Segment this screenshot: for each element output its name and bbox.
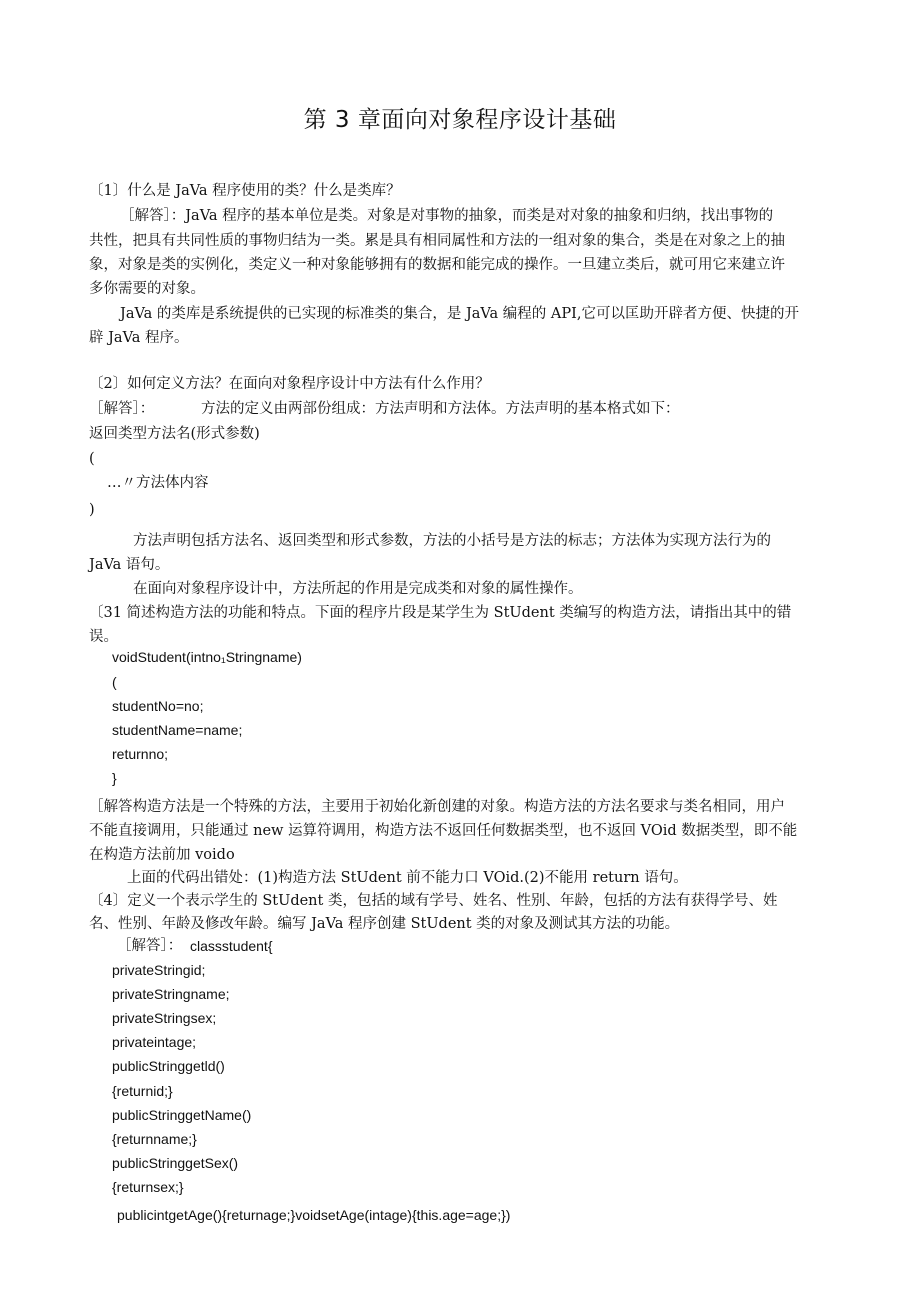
q4-answer-label: ［解答］： — [117, 938, 183, 954]
q1-extra-line: JaVa 的类库是系统提供的已实现的标准类的集合，是 JaVa 编程的 API,它可以匡助开辟者方便、快捷的开 — [120, 306, 799, 322]
q2-explain-line: 在面向对象程序设计中，方法所起的作用是完成类和对象的属性操作。 — [133, 581, 583, 597]
q2-format-line: ) — [89, 502, 95, 518]
q3-code-line: studentNo=no; — [112, 698, 204, 714]
q4-code-line: publicStringgetld() — [112, 1058, 225, 1074]
q2-explain-line: 方法声明包括方法名、返回类型和形式参数，方法的小括号是方法的标志；方法体为实现方法行为的 — [133, 533, 771, 549]
q2-explain-line: JaVa 语句。 — [89, 557, 170, 573]
q3-code-line: returnno; — [112, 746, 169, 762]
q3-error-line: 上面的代码出错处：(1)构造方法 StUdent 前不能力口 VOid.(2)不能用 return 语句。 — [127, 870, 688, 886]
q4-answer-code: classstudent{ — [190, 938, 273, 954]
q3-code-line: } — [112, 770, 117, 786]
question-2: 〔2〕如何定义方法？在面向对象程序设计中方法有什么作用？ — [89, 376, 490, 392]
q2-answer-text: 方法的定义由两部份组成：方法声明和方法体。方法声明的基本格式如下： — [201, 401, 680, 417]
q2-format-line: ( — [89, 451, 95, 467]
q4-code-line: publicStringgetName() — [112, 1107, 252, 1123]
q3-answer-line: 不能直接调用，只能通过 new 运算符调用，构造方法不返回任何数据类型，也不返回 VOid 数据类型，即不能 — [89, 823, 798, 839]
chapter-title: 第 3 章面向对象程序设计基础 — [303, 107, 617, 133]
question-4-cont: 名、性别、年龄及修改年龄。编写 JaVa 程序创建 StUdent 类的对象及测试其方法的功能。 — [89, 916, 680, 932]
q4-code-line: privateStringname; — [112, 986, 230, 1002]
q2-format-line: …〃方法体内容 — [107, 475, 209, 491]
question-3: 〔31 简述构造方法的功能和特点。下面的程序片段是某学生为 StUdent 类编写的构造方法，请指出其中的错 — [89, 605, 792, 621]
q1-answer-line: 象，对象是类的实例化，类定义一种对象能够拥有的数据和能完成的操作。一旦建立类后，就可用它来建立许 — [89, 257, 785, 273]
q1-answer-line: 共性，把具有共同性质的事物归结为一类。累是具有相同属性和方法的一组对象的集合，类是在对象之上的抽 — [89, 233, 785, 249]
q2-format-line: 返回类型方法名(形式参数) — [89, 426, 260, 442]
q4-code-line: {returnname;} — [112, 1131, 197, 1147]
q4-code-line: {returnid;} — [112, 1083, 173, 1099]
q4-code-line: privateintage; — [112, 1034, 197, 1050]
question-3-cont: 误。 — [89, 629, 118, 645]
q1-answer-line: 多你需要的对象。 — [89, 281, 205, 297]
q4-code-line-last: publicintgetAge(){returnage;}voidsetAge(intage){this.age=age;}) — [117, 1207, 511, 1223]
q3-code-line: studentName=name; — [112, 722, 243, 738]
q3-code-line: ( — [112, 674, 117, 690]
q4-code-line: publicStringgetSex() — [112, 1155, 239, 1171]
q3-answer-line: ［解答构造方法是一个特殊的方法，主要用于初始化新创建的对象。构造方法的方法名要求与类名相同，用户 — [89, 799, 785, 815]
q4-code-line: privateStringsex; — [112, 1010, 217, 1026]
question-4: 〔4〕定义一个表示学生的 StUdent 类，包括的域有学号、姓名、性别、年龄，包括的方法有获得学号、姓 — [89, 893, 778, 909]
q2-answer-label: ［解答］： — [89, 401, 155, 417]
question-1: 〔1〕什么是 JaVa 程序使用的类？什么是类库？ — [89, 183, 401, 199]
q4-code-line: {returnsex;} — [112, 1179, 184, 1195]
q4-code-line: privateStringid; — [112, 962, 206, 978]
q3-code-line: voidStudent(intno₁Stringname) — [112, 649, 302, 665]
q1-extra-line: 辟 JaVa 程序。 — [89, 330, 189, 346]
q3-answer-line: 在构造方法前加 voido — [89, 847, 235, 863]
q1-answer-line: ［解答］：JaVa 程序的基本单位是类。对象是对事物的抽象，而类是对对象的抽象和归纳，找出事物的 — [120, 208, 774, 224]
